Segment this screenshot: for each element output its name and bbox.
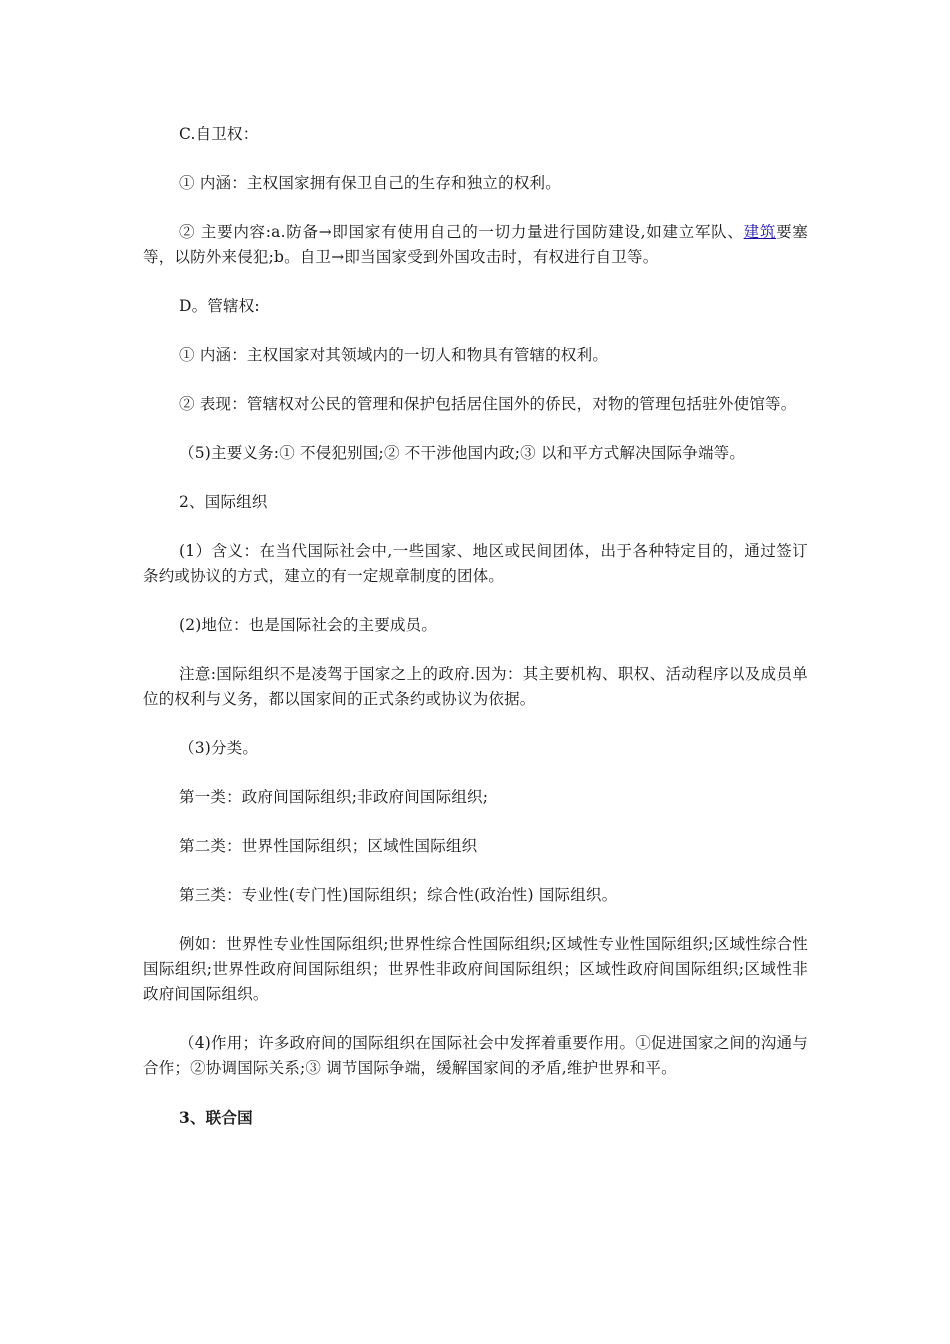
paragraph-section-united-nations: 3、联合国 — [179, 1108, 253, 1127]
paragraph-category-two: 第二类：世界性国际组织；区域性国际组织 — [179, 837, 478, 855]
paragraph-self-defense-title: C.自卫权： — [179, 125, 259, 143]
paragraph-section-international-organizations: 2、国际组织 — [179, 493, 268, 511]
link-jianzhu[interactable]: 建筑 — [743, 223, 777, 241]
paragraph-category-three: 第三类：专业性(专门性)国际组织；综合性(政治性) 国际组织。 — [179, 886, 618, 904]
paragraph-note: 注意:国际组织不是凌驾于国家之上的政府.因为：其主要机构、职权、活动程序以及成员单位的权利与义务，都以国家间的正式条约或协议为依据。 — [143, 665, 808, 708]
paragraph-definition: (1）含义：在当代国际社会中,一些国家、地区或民间团体，出于各种特定目的，通过签订条约或协议的方式，建立的有一定规章制度的团体。 — [143, 542, 808, 585]
paragraph-examples: 例如：世界性专业性国际组织;世界性综合性国际组织;区域性专业性国际组织;区域性综合性国际组织;世界性政府间国际组织；世界性非政府间国际组织；区域性政府间国际组织;区域性非政府间国际组织。 — [143, 935, 808, 1003]
paragraph-classification: （3)分类。 — [179, 739, 259, 757]
paragraph-status: (2)地位：也是国际社会的主要成员。 — [179, 616, 438, 634]
paragraph-jurisdiction-meaning: ① 内涵：主权国家对其领域内的一切人和物具有管辖的权利。 — [179, 346, 609, 364]
paragraph-self-defense-meaning: ① 内涵：主权国家拥有保卫自己的生存和独立的权利。 — [179, 174, 561, 192]
paragraph-text-before-link: ② 主要内容:a.防备→即国家有使用自己的一切力量进行国防建设,如建立军队、 — [179, 223, 744, 241]
document-body — [143, 122, 808, 1154]
paragraph-category-one: 第一类：政府间国际组织;非政府间国际组织; — [179, 788, 489, 806]
paragraph-jurisdiction-title: D。管辖权: — [179, 297, 260, 315]
paragraph-jurisdiction-expression: ② 表现：管辖权对公民的管理和保护包括居住国外的侨民，对物的管理包括驻外使馆等。 — [179, 395, 797, 413]
paragraph-text-after-link: 要塞等，以防外来侵犯;b。自卫→即当国家受到外国攻击时，有权进行自卫等。 — [143, 223, 809, 266]
paragraph-main-obligations: （5)主要义务:① 不侵犯别国;② 不干涉他国内政;③ 以和平方式解决国际争端等。 — [179, 444, 746, 462]
paragraph-role: （4)作用；许多政府间的国际组织在国际社会中发挥着重要作用。①促进国家之间的沟通与合作；②协调国际关系;③ 调节国际争端，缓解国家间的矛盾,维护世界和平。 — [143, 1034, 808, 1077]
paragraph-self-defense-content — [143, 220, 808, 270]
